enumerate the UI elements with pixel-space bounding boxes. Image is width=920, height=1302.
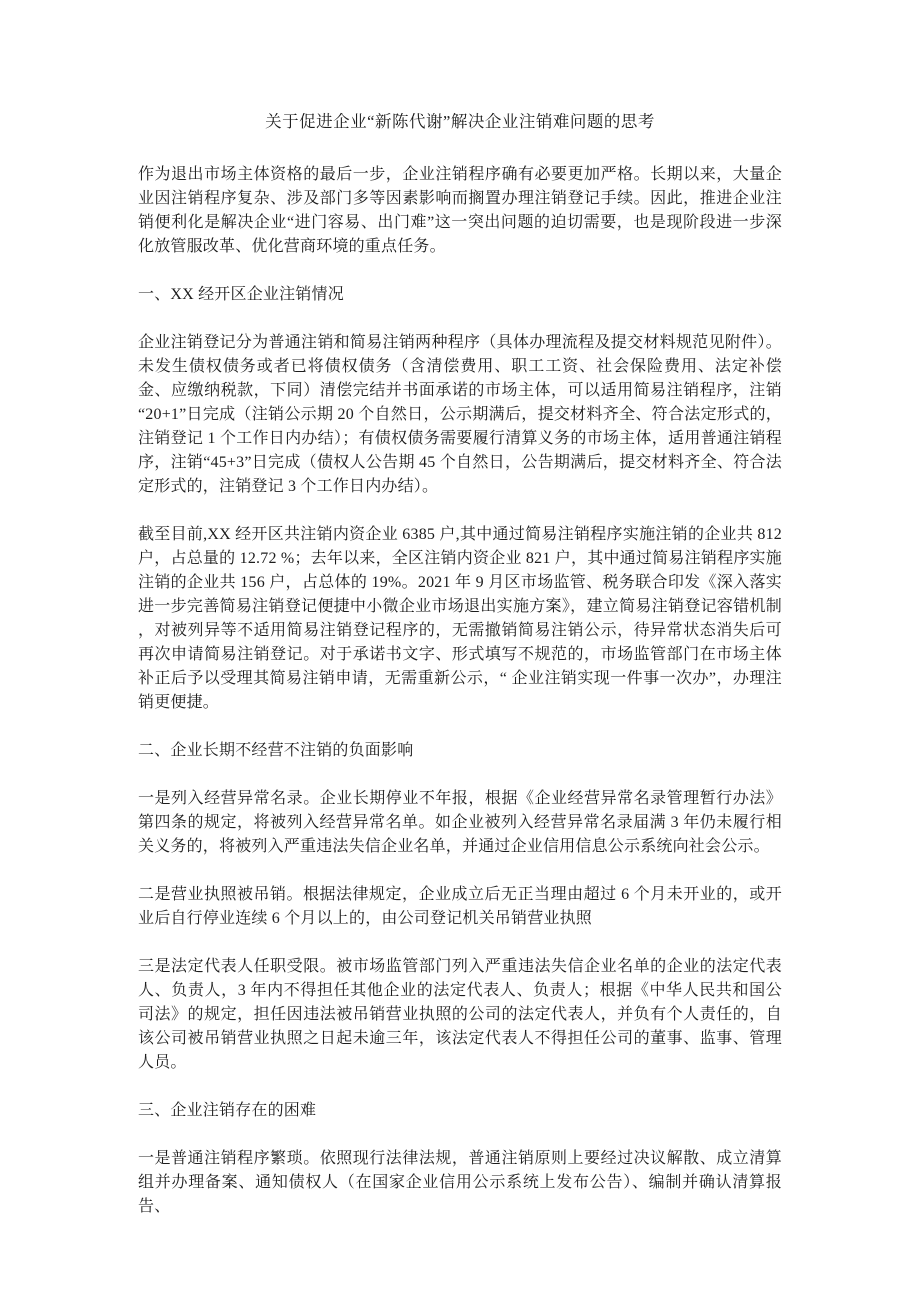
paragraph-negative-effect-1: 一是列入经营异常名录。企业长期停业不年报，根据《企业经营异常名录管理暂行办法》第四条的规定，将被列入经营异常名单。如企业被列入经营异常名录届满 3 年仍未履行相关义务的，将被列入严重违法失信企业名单，并通过企业信用信息公示系统向社会公示。 (138, 790, 782, 855)
paragraph-deregistration-procedures: 企业注销登记分为普通注销和简易注销两种程序（具体办理流程及提交材料规范见附件）。未发生债权债务或者已将债权债务（含清偿费用、职工工资、社会保险费用、法定补偿金、应缴纳税款，下同）清偿完结并书面承诺的市场主体，可以适用简易注销程序，注销“20+1”日完成（注销公示期 20 个自然日，公示期满后，提交材料齐全、符合法定形式的，注销登记 1 个工作日内办结）；有债权债务需要履行清算义务的市场主体，适用普通注销程序，注销“45+3”日完成（债权人公告期 45 个自然日，公告期满后，提交材料齐全、符合法定形式的，注销登记 3 个工作日内办结）。 (138, 334, 782, 495)
section-heading-1: 一、XX 经开区企业注销情况 (138, 286, 344, 303)
document-title: 关于促进企业“新陈代谢”解决企业注销难问题的思考 (265, 112, 655, 131)
paragraph-difficulty-1: 一是普通注销程序繁琐。依照现行法律法规，普通注销原则上要经过决议解散、成立清算组并办理备案、通知债权人（在国家企业信用公示系统上发布公告）、编制并确认清算报告、 (138, 1150, 782, 1215)
paragraph-negative-effect-2: 二是营业执照被吊销。根据法律规定，企业成立后无正当理由超过 6 个月未开业的，或开业后自行停业连续 6 个月以上的，由公司登记机关吊销营业执照 (138, 886, 782, 927)
paragraph-statistics: 截至目前,XX 经开区共注销内资企业 6385 户,其中通过简易注销程序实施注销的企业共 812 户，占总量的 12.72 %；去年以来，全区注销内资企业 821 户，其中通过简易注销程序实施注销的企业共 156 户，占总体的 19%。2021 年 9 月区市场监管、税务联合印发《深入落实进一步完善简易注销登记便捷中小微企业市场退出实施方案》，建立简易注销登记容错机制 ，对被列异等不适用简易注销登记程序的，无需撤销简易注销公示，待异常状态消失后可再次申请简易注销登记。对于承诺书文字、形式填写不规范的，市场监管部门在市场主体补正后予以受理其简易注销申请，无需重新公示，“ 企业注销实现一件事一次办”，办理注销更便捷。 (138, 526, 782, 711)
section-heading-3: 三、企业注销存在的困难 (138, 1102, 317, 1119)
section-heading-2: 二、企业长期不经营不注销的负面影响 (138, 742, 414, 759)
paragraph-negative-effect-3: 三是法定代表人任职受限。被市场监管部门列入严重违法失信企业名单的企业的法定代表人、负责人，3 年内不得担任其他企业的法定代表人、负责人；根据《中华人民共和国公司法》的规定，担任因违法被吊销营业执照的公司的法定代表人，并负有个人责任的，自该公司被吊销营业执照之日起未逾三年，该法定代表人不得担任公司的董事、监事、管理人员。 (138, 958, 782, 1071)
paragraph-intro: 作为退出市场主体资格的最后一步，企业注销程序确有必要更加严格。长期以来，大量企业因注销程序复杂、涉及部门多等因素影响而搁置办理注销登记手续。因此，推进企业注销便利化是解决企业“进门容易、出门难”这一突出问题的迫切需要，也是现阶段进一步深化放管服改革、优化营商环境的重点任务。 (138, 166, 782, 255)
